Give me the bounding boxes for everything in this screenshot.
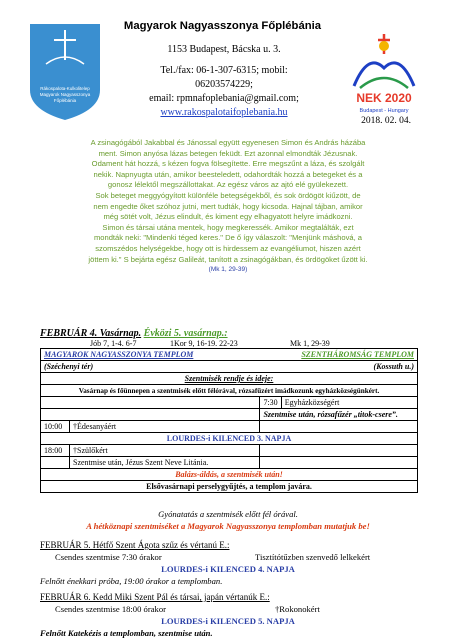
after-1800: Szentmise után, Jézus Szent Neve Litánia. [70, 457, 260, 469]
gospel-line: még sötét volt, Jézus elindult, és kiment egy elhagyatott helyre imádkozni. [103, 212, 353, 222]
nek-title: NEK 2020 [356, 91, 412, 105]
intention-1800: †Szülőkért [70, 445, 260, 457]
feb6-intention: †Rokonokért [275, 604, 320, 614]
feb4-sunday: Évközi 5. vasárnap.: [143, 328, 228, 339]
table-row [41, 433, 418, 445]
logo-text-2: Magyarok Nagyasszonya [39, 92, 91, 97]
reading-2: 1Kor 9, 16-19. 22-23 [170, 339, 238, 348]
gospel-line: szomszédos helységekbe, hogy ott is hirdessem az evangéliumot, hiszen azért [95, 243, 361, 253]
time-1800: 18:00 [41, 445, 70, 457]
feb4-date: FEBRUÁR 4. Vasárnap. [40, 328, 142, 339]
gospel-line: nekik. Napnyugta után, amikor beesteledett, odahordták hozzá a betegeket és a [93, 169, 363, 179]
time-1000: 10:00 [41, 421, 70, 433]
email: email: rpmnafoplebania@gmail.com; [149, 93, 299, 104]
gospel-line: jöttem ki." S bejárta egész Galileát, tanított a zsinagógákban, és ördögöket űzött ki. [88, 254, 368, 264]
confession-note: Gyónatatás a szentmisék előtt fél órával. [158, 509, 298, 519]
feb4-heading [40, 328, 228, 339]
table-row [41, 421, 418, 433]
gospel-line: ment. Simon anyósa lázas betegen feküdt. Ezt azonnal elmondták Jézusnak. [98, 148, 358, 158]
mass-schedule-table [40, 348, 418, 493]
table-row [41, 469, 418, 481]
logo-text-1: Rákospalota-Kulkolitelep [40, 86, 90, 91]
novena-day-3: LOURDES-i KILENCED 3. NAPJA [41, 433, 418, 445]
collection-note: Elsővasárnapi perselygyűjtés, a templom javára. [41, 481, 418, 493]
gospel-line: mondták neki: "Mindenki téged keres." De ő így válaszolt: "Menjünk máshová, a [93, 233, 363, 243]
novena-day-5: LOURDES-i KILENCED 5. NAPJA [161, 616, 295, 626]
gospel-line: Simon és társai utána mentek, hogy megkeressék. Amikor megtalálták, ezt [102, 222, 354, 232]
feb5-mass: Csendes szentmise 7:30 órakor [55, 552, 162, 562]
novena-day-4: LOURDES-i KILENCED 4. NAPJA [161, 564, 295, 574]
feb6-mass: Csendes szentmise 18:00 órakor [55, 604, 166, 614]
place-right: (Kossuth u.) [260, 361, 418, 373]
feb5-choir: Felnőtt énekkari próba, 19:00 órakor a templomban. [40, 576, 223, 586]
table-row [41, 445, 418, 457]
nek-subtitle: Budapest - Hungary [359, 108, 409, 114]
gospel-line: nem engedte őket szóhoz jutni, mert tudták, hogy kicsoda. Hajnal tájban, amikor [93, 201, 363, 211]
weekday-note: A hétköznapi szentmiséket a Magyarok Nagyasszonya templomban mutatjuk be! [86, 521, 370, 531]
parish-title: Magyarok Nagyasszonya Főplébánia [123, 20, 322, 32]
time-730: 7:30 [260, 397, 281, 409]
parish-logo [26, 20, 104, 123]
intention-730: Egyházközségért [281, 397, 417, 409]
after-730: Szentmise után, rózsafűzér „titok-csere”. [260, 409, 418, 421]
contact-block [110, 40, 338, 120]
phone-line-2: 06203574229; [195, 79, 253, 90]
gospel-line: gonosz lélektől megszállottakat. Az egész város az ajtó elé gyülekezett. [107, 180, 349, 190]
gospel-line: A zsinagógából Jakabbal és Jánossal együtt egyenesen Simon és András házába [90, 138, 366, 147]
feb6-heading: FEBRUÁR 6. Kedd Miki Szent Pál és társai, japán vértanúk E.: [40, 592, 270, 602]
bulletin-date: 2018. 02. 04. [361, 116, 411, 126]
table-row [41, 373, 418, 385]
table-row [41, 397, 418, 409]
table-row [41, 481, 418, 493]
table-row [41, 457, 418, 469]
table-row [41, 409, 418, 421]
phone-line-1: Tel./fax: 06-1-307-6315; mobil: [160, 65, 288, 76]
feb5-heading: FEBRUÁR 5. Hétfő Szent Ágota szűz és vértanú E.: [40, 540, 230, 550]
feb5-intention: Tisztítótűzben szenvedő lelkekért [255, 552, 371, 562]
table-row [41, 361, 418, 373]
website-link[interactable]: www.rakospalotaifoplebania.hu [160, 107, 288, 118]
church-right: SZENTHÁROMSÁG TEMPLOM [260, 349, 418, 361]
intention-1000: †Édesanyáért [70, 421, 260, 433]
reading-3: Mk 1, 29-39 [290, 339, 330, 348]
church-left: MAGYAROK NAGYASSZONYA TEMPLOM [41, 349, 260, 361]
schedule-order: Szentmisék rendje és ideje: [41, 373, 418, 385]
table-row [41, 385, 418, 397]
logo-text-3: Főplébánia [53, 98, 77, 103]
gospel-line: Sok beteget meggyógyított különféle betegségekből, és sok ördögöt kiűzött, de [95, 190, 361, 200]
place-left: (Széchenyi tér) [41, 361, 260, 373]
gospel-reference: (Mk 1, 29-39) [208, 266, 248, 274]
feb6-catechesis: Felnőtt Katekézis a templomban, szentmise után. [40, 628, 213, 638]
gospel-passage [36, 138, 420, 276]
blessing-note: Balázs-áldás, a szentmisék után! [41, 469, 418, 481]
rosary-note: Vasárnap és főünnepen a szentmisék előtt félórával, rózsafűzért imádkozunk egyházközségünkért. [41, 385, 418, 397]
address: 1153 Budapest, Bácska u. 3. [167, 44, 281, 55]
gospel-line: Odament hát hozzá, s kézen fogva fölsegítette. Erre megszűnt a láza, és szolgált [91, 159, 365, 169]
table-row [41, 349, 418, 361]
nek-2020-logo [338, 28, 430, 116]
reading-1: Jób 7, 1-4. 6-7 [90, 339, 137, 348]
